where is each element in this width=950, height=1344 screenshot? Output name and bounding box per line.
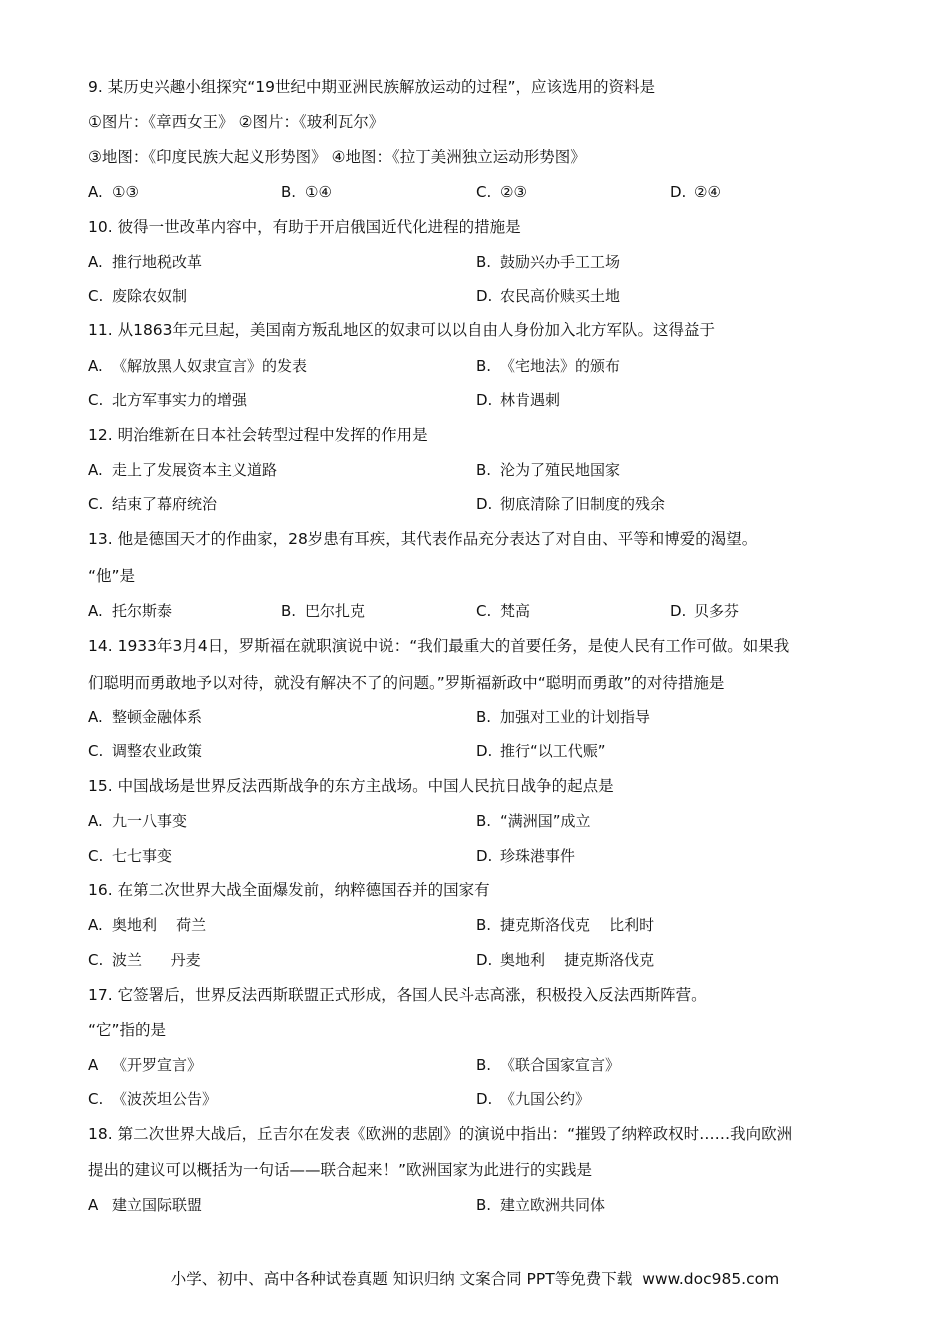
question-9-option-b	[281, 182, 332, 202]
option-text: ②④	[694, 183, 721, 201]
question-15-option-c	[88, 846, 172, 866]
footer-site-link[interactable]: www.doc985.com	[642, 1270, 780, 1288]
option-letter: C.	[476, 602, 492, 620]
footer-text: 小学、初中、高中各种试卷真题 知识归纳 文案合同 PPT等免费下载	[170, 1270, 633, 1288]
option-letter: B.	[476, 1056, 492, 1074]
question-17-option-d	[476, 1089, 590, 1109]
option-letter: B.	[281, 183, 297, 201]
option-letter: C.	[88, 742, 104, 760]
option-text: “满洲国”成立	[500, 812, 591, 830]
question-10-option-a	[88, 252, 202, 272]
question-17-option-a	[88, 1055, 202, 1075]
option-letter: B.	[476, 461, 492, 479]
option-letter: A.	[88, 357, 103, 375]
option-text: 《开罗宣言》	[112, 1056, 203, 1074]
question-17-option-c	[88, 1089, 217, 1109]
question-11-stem: 11. 从1863年元旦起，美国南方叛乱地区的奴隶可以以自由人身份加入北方军队。这得益于	[88, 321, 716, 339]
page-footer	[0, 1268, 950, 1290]
option-text: 结束了幕府统治	[112, 495, 218, 513]
option-text: 九一八事变	[112, 812, 188, 830]
question-18-stem: 18. 第二次世界大战后，丘吉尔在发表《欧洲的悲剧》的演说中指出：“摧毁了纳粹政权时……我向欧洲	[88, 1125, 793, 1143]
question-17-stem-cont: “它”指的是	[88, 1021, 167, 1039]
question-15-option-d	[476, 846, 575, 866]
option-letter: C.	[476, 183, 492, 201]
question-14-option-b	[476, 707, 650, 727]
question-16-stem: 16. 在第二次世界大战全面爆发前，纳粹德国吞并的国家有	[88, 881, 490, 899]
option-letter: D.	[476, 951, 493, 969]
option-text: 贝多芬	[694, 602, 740, 620]
option-text: 《联合国家宣言》	[500, 1056, 621, 1074]
option-text: 走上了发展资本主义道路	[112, 461, 278, 479]
question-17-stem: 17. 它签署后，世界反法西斯联盟正式形成，各国人民斗志高涨，积极投入反法西斯阵营。	[88, 986, 707, 1004]
question-16-option-c	[88, 950, 201, 970]
option-text: 建立欧洲共同体	[500, 1196, 606, 1214]
option-letter: C.	[88, 951, 104, 969]
question-13-stem-cont: “他”是	[88, 567, 136, 585]
option-letter: D.	[476, 495, 493, 513]
question-13-option-a	[88, 601, 172, 621]
option-text: 整顿金融体系	[112, 708, 203, 726]
question-9-stem: 9. 某历史兴趣小组探究“19世纪中期亚洲民族解放运动的过程”，应该选用的资料是	[88, 78, 656, 96]
question-14-stem: 14. 1933年3月4日，罗斯福在就职演说中说：“我们最重大的首要任务，是使人民有工作可做。如果我	[88, 637, 790, 655]
question-12-option-d	[476, 494, 665, 514]
option-letter: A.	[88, 602, 103, 620]
question-18-stem-cont: 提出的建议可以概括为一句话——联合起来！”欧洲国家为此进行的实践是	[88, 1161, 593, 1179]
question-14-option-a	[88, 707, 202, 727]
question-14-stem-cont: 们聪明而勇敢地予以对待，就没有解决不了的问题。”罗斯福新政中“聪明而勇敢”的对待措施是	[88, 674, 725, 692]
option-text: 珍珠港事件	[500, 847, 576, 865]
option-letter: A.	[88, 708, 103, 726]
question-9-option-d	[670, 182, 721, 202]
question-13-option-c	[476, 601, 530, 621]
question-11-option-b	[476, 356, 620, 376]
option-letter: A.	[88, 461, 103, 479]
question-16-option-d	[476, 950, 654, 970]
option-text: 调整农业政策	[112, 742, 203, 760]
question-13-option-b	[281, 601, 365, 621]
option-text: 农民高价赎买土地	[500, 287, 621, 305]
option-text: 《九国公约》	[500, 1090, 591, 1108]
option-letter: D.	[670, 602, 687, 620]
question-12-option-c	[88, 494, 217, 514]
option-letter: D.	[476, 391, 493, 409]
question-15-stem: 15. 中国战场是世界反法西斯战争的东方主战场。中国人民抗日战争的起点是	[88, 777, 614, 795]
option-letter: A	[88, 1056, 99, 1074]
question-18-option-b	[476, 1195, 605, 1215]
question-9-option-c	[476, 182, 527, 202]
option-letter: B.	[476, 708, 492, 726]
question-17-option-b	[476, 1055, 620, 1075]
question-13-option-d	[670, 601, 739, 621]
option-text: ①③	[112, 183, 139, 201]
question-11-option-a	[88, 356, 307, 376]
option-letter: A	[88, 1196, 99, 1214]
option-letter: A.	[88, 183, 103, 201]
question-15-option-a	[88, 811, 187, 831]
question-12-option-b	[476, 460, 620, 480]
option-text: 彻底清除了旧制度的残余	[500, 495, 666, 513]
option-text: 奥地利 荷兰	[112, 916, 207, 934]
option-text: 《解放黑人奴隶宣言》的发表	[112, 357, 308, 375]
option-text: 推行“以工代赈”	[500, 742, 606, 760]
question-11-option-c	[88, 390, 247, 410]
question-14-option-c	[88, 741, 202, 761]
option-text: 建立国际联盟	[112, 1196, 203, 1214]
option-letter: B.	[281, 602, 297, 620]
option-text: 波兰 丹麦	[112, 951, 201, 969]
option-text: 加强对工业的计划指导	[500, 708, 651, 726]
question-10-option-d	[476, 286, 620, 306]
option-text: 托尔斯泰	[112, 602, 173, 620]
option-letter: D.	[476, 1090, 493, 1108]
question-12-stem: 12. 明治维新在日本社会转型过程中发挥的作用是	[88, 426, 428, 444]
option-letter: B.	[476, 253, 492, 271]
option-letter: C.	[88, 847, 104, 865]
option-text: 奥地利 捷克斯洛伐克	[500, 951, 655, 969]
option-letter: A.	[88, 916, 103, 934]
question-10-option-c	[88, 286, 187, 306]
question-11-option-d	[476, 390, 560, 410]
question-13-stem: 13. 他是德国天才的作曲家，28岁患有耳疾，其代表作品充分表达了对自由、平等和博爱的渴望。	[88, 530, 758, 548]
question-16-option-b	[476, 915, 654, 935]
option-text: 北方军事实力的增强	[112, 391, 248, 409]
option-text: 梵高	[500, 602, 531, 620]
option-letter: B.	[476, 357, 492, 375]
question-10-option-b	[476, 252, 620, 272]
option-letter: C.	[88, 287, 104, 305]
option-letter: B.	[476, 812, 492, 830]
question-14-option-d	[476, 741, 606, 761]
option-letter: C.	[88, 1090, 104, 1108]
question-9-materials-row1: ①图片：《章西女王》 ②图片：《玻利瓦尔》	[88, 113, 385, 131]
option-text: 七七事变	[112, 847, 173, 865]
question-15-option-b	[476, 811, 591, 831]
option-text: 推行地税改革	[112, 253, 203, 271]
option-letter: C.	[88, 391, 104, 409]
option-letter: D.	[476, 742, 493, 760]
question-12-option-a	[88, 460, 277, 480]
option-text: 《宅地法》的颁布	[500, 357, 621, 375]
option-letter: A.	[88, 253, 103, 271]
option-letter: A.	[88, 812, 103, 830]
option-letter: C.	[88, 495, 104, 513]
option-text: 废除农奴制	[112, 287, 188, 305]
option-text: ①④	[305, 183, 332, 201]
question-18-option-a	[88, 1195, 202, 1215]
option-letter: B.	[476, 1196, 492, 1214]
question-9-materials-row2: ③地图：《印度民族大起义形势图》 ④地图：《拉丁美洲独立运动形势图》	[88, 148, 586, 166]
option-text: ②③	[500, 183, 527, 201]
option-text: 《波茨坦公告》	[112, 1090, 218, 1108]
option-letter: B.	[476, 916, 492, 934]
question-9-option-a	[88, 182, 139, 202]
option-text: 林肯遇刺	[500, 391, 561, 409]
option-text: 捷克斯洛伐克 比利时	[500, 916, 655, 934]
option-letter: D.	[476, 287, 493, 305]
question-10-stem: 10. 彼得一世改革内容中，有助于开启俄国近代化进程的措施是	[88, 218, 521, 236]
option-text: 沦为了殖民地国家	[500, 461, 621, 479]
question-16-option-a	[88, 915, 206, 935]
option-text: 鼓励兴办手工工场	[500, 253, 621, 271]
option-letter: D.	[670, 183, 687, 201]
option-text: 巴尔扎克	[305, 602, 366, 620]
option-letter: D.	[476, 847, 493, 865]
